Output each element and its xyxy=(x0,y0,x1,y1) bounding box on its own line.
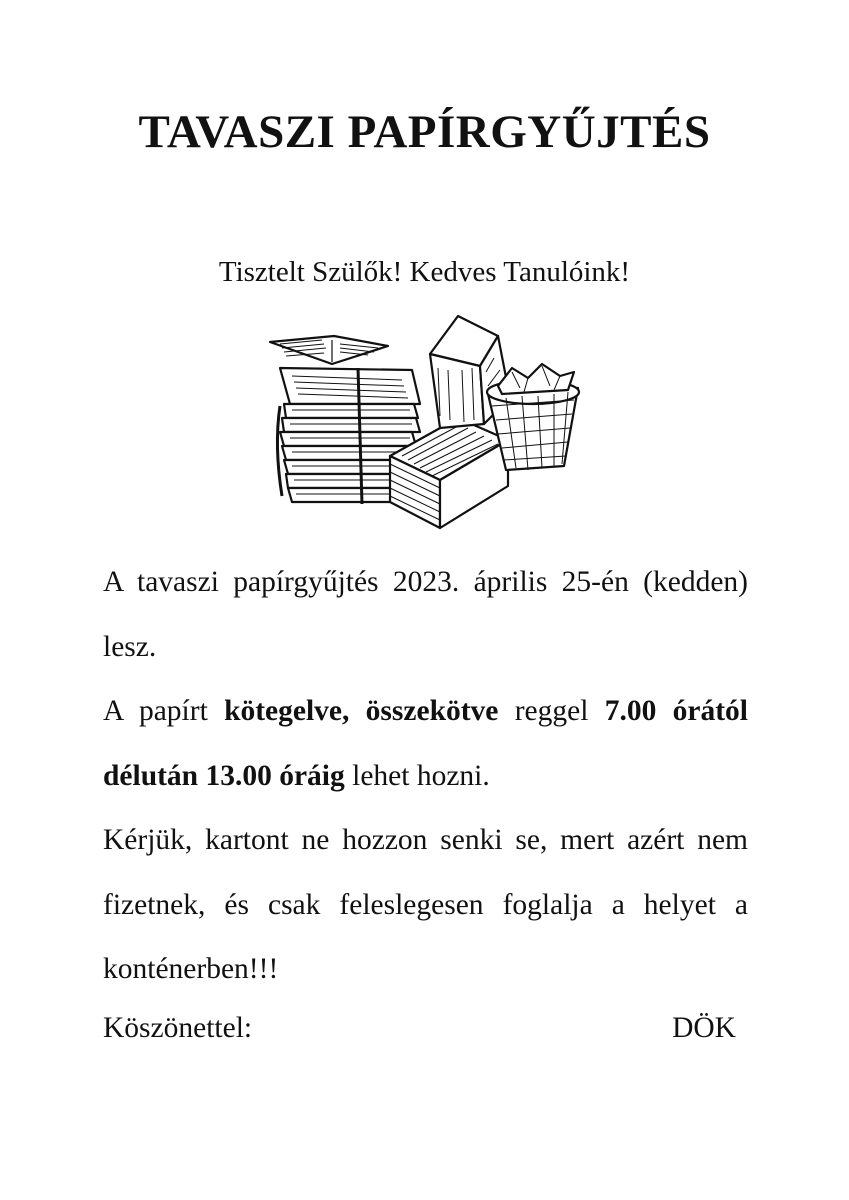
greeting: Tisztelt Szülők! Kedves Tanulóink! xyxy=(218,256,631,288)
cardboard-warning-paragraph: Kérjük, kartont ne hozzon senki se, mert azért nem fizetnek, és csak feleslegesen foglalja a helyet a konténerben!!! xyxy=(103,824,748,985)
signature: DÖK xyxy=(672,1012,736,1044)
date-paragraph: A tavaszi papírgyűjtés 2023. április 25-én (kedden) lesz. xyxy=(103,566,748,663)
paper-stacks-and-basket-icon xyxy=(262,306,586,552)
time-paragraph xyxy=(103,679,748,808)
time-range: 7.00 órától délután 13.00 óráig xyxy=(103,695,748,792)
time-text-2: reggel xyxy=(498,695,605,727)
page-title: TAVASZI PAPÍRGYŰJTÉS xyxy=(138,106,711,158)
time-text-3: lehet hozni. xyxy=(344,759,490,792)
footer xyxy=(103,1000,736,1056)
thanks-text: Köszönettel: xyxy=(103,1012,253,1044)
bundling-instruction: kötegelve, összekötve xyxy=(224,695,499,727)
time-text-1: A papírt xyxy=(103,695,225,727)
